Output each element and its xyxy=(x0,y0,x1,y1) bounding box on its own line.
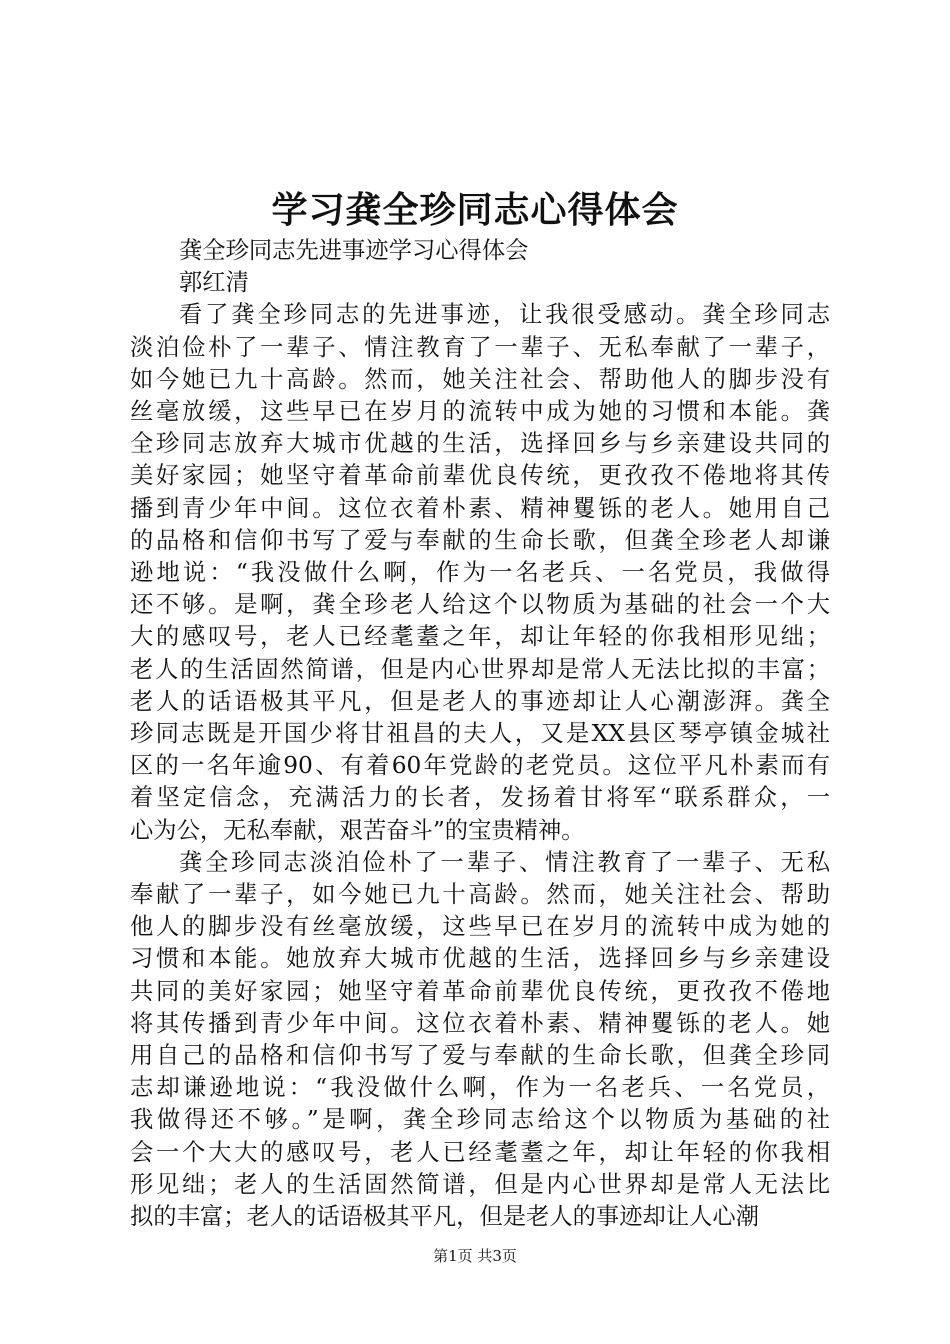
paragraph-line: 逊地说：“我没做什么啊，作为一名老兵、一名党员，我做得 xyxy=(130,559,830,587)
paragraph-line: 共同的美好家园；她坚守着革命前辈优良传统，更孜孜不倦地 xyxy=(130,977,830,1005)
paragraph-line: 区的一名年逾90、有着60年党龄的老党员。这位平凡朴素而有 xyxy=(130,752,830,780)
paragraph-line: 老人的生活固然简谱，但是内心世界却是常人无法比拟的丰富； xyxy=(130,655,830,683)
page-number-footer: 第1页 共3页 xyxy=(433,1247,517,1265)
paragraph-line: 大的感叹号，老人已经耄耋之年，却让年轻的你我相形见绌； xyxy=(130,623,830,651)
paragraph-line: 习惯和本能。她放弃大城市优越的生活，选择回乡与乡亲建设 xyxy=(130,945,830,973)
paragraph-line: 着坚定信念，充满活力的长者，发扬着甘将军“联系群众，一 xyxy=(130,784,830,812)
paragraph-line: 如今她已九十高龄。然而，她关注社会、帮助他人的脚步没有 xyxy=(130,365,830,393)
paragraph-line: 丝毫放缓，这些早已在岁月的流转中成为她的习惯和本能。龚 xyxy=(130,398,830,426)
paragraph-line: 用自己的品格和信仰书写了爱与奉献的生命长歌，但龚全珍同 xyxy=(130,1042,830,1070)
paragraph-line: 播到青少年中间。这位衣着朴素、精神矍铄的老人。她用自己 xyxy=(130,494,830,522)
paragraph xyxy=(130,847,830,1233)
paragraph-line: 奉献了一辈子，如今她已九十高龄。然而，她关注社会、帮助 xyxy=(130,881,830,909)
paragraph-line: 珍同志既是开国少将甘祖昌的夫人，又是XX县区琴亭镇金城社 xyxy=(130,720,830,748)
paragraph-line: 全珍同志放弃大城市优越的生活，选择回乡与乡亲建设共同的 xyxy=(130,430,830,458)
paragraph-line: 会一个大大的感叹号，老人已经耄耋之年，却让年轻的你我相 xyxy=(130,1138,830,1166)
paragraph-line: 还不够。是啊，龚全珍老人给这个以物质为基础的社会一个大 xyxy=(130,591,830,619)
paragraph-line: 形见绌；老人的生活固然简谱，但是内心世界却是常人无法比 xyxy=(130,1170,830,1198)
document-subtitle: 龚全珍同志先进事迹学习心得体会 xyxy=(179,237,529,264)
paragraph-line: 他人的脚步没有丝毫放缓，这些早已在岁月的流转中成为她的 xyxy=(130,913,830,941)
paragraph-line: 看了龚全珍同志的先进事迹，让我很受感动。龚全珍同志 xyxy=(179,301,830,329)
document-body xyxy=(130,235,830,1233)
paragraph-line: 心为公，无私奉献，艰苦奋斗”的宝贵精神。 xyxy=(130,816,585,844)
paragraph-line: 美好家园；她坚守着革命前辈优良传统，更孜孜不倦地将其传 xyxy=(130,462,830,490)
paragraph xyxy=(130,299,830,846)
paragraph-line: 龚全珍同志淡泊俭朴了一辈子、情注教育了一辈子、无私 xyxy=(179,848,830,876)
paragraph-line: 将其传播到青少年中间。这位衣着朴素、精神矍铄的老人。她 xyxy=(130,1009,830,1037)
paragraph-line: 我做得还不够。”是啊，龚全珍同志给这个以物质为基础的社 xyxy=(130,1106,830,1134)
paragraph-line: 拟的丰富；老人的话语极其平凡，但是老人的事迹却让人心潮 xyxy=(130,1203,760,1231)
paragraph-list xyxy=(130,299,830,1233)
paragraph-line: 志却谦逊地说：“我没做什么啊，作为一名老兵、一名党员， xyxy=(130,1074,830,1102)
document-author: 郭红清 xyxy=(179,269,249,297)
paragraph-line: 的品格和信仰书写了爱与奉献的生命长歌，但龚全珍老人却谦 xyxy=(130,526,830,554)
paragraph-line: 老人的话语极其平凡，但是老人的事迹却让人心潮澎湃。龚全 xyxy=(130,687,830,715)
paragraph-line: 淡泊俭朴了一辈子、情注教育了一辈子、无私奉献了一辈子， xyxy=(130,333,830,361)
document-title: 学习龚全珍同志心得体会 xyxy=(271,189,679,231)
